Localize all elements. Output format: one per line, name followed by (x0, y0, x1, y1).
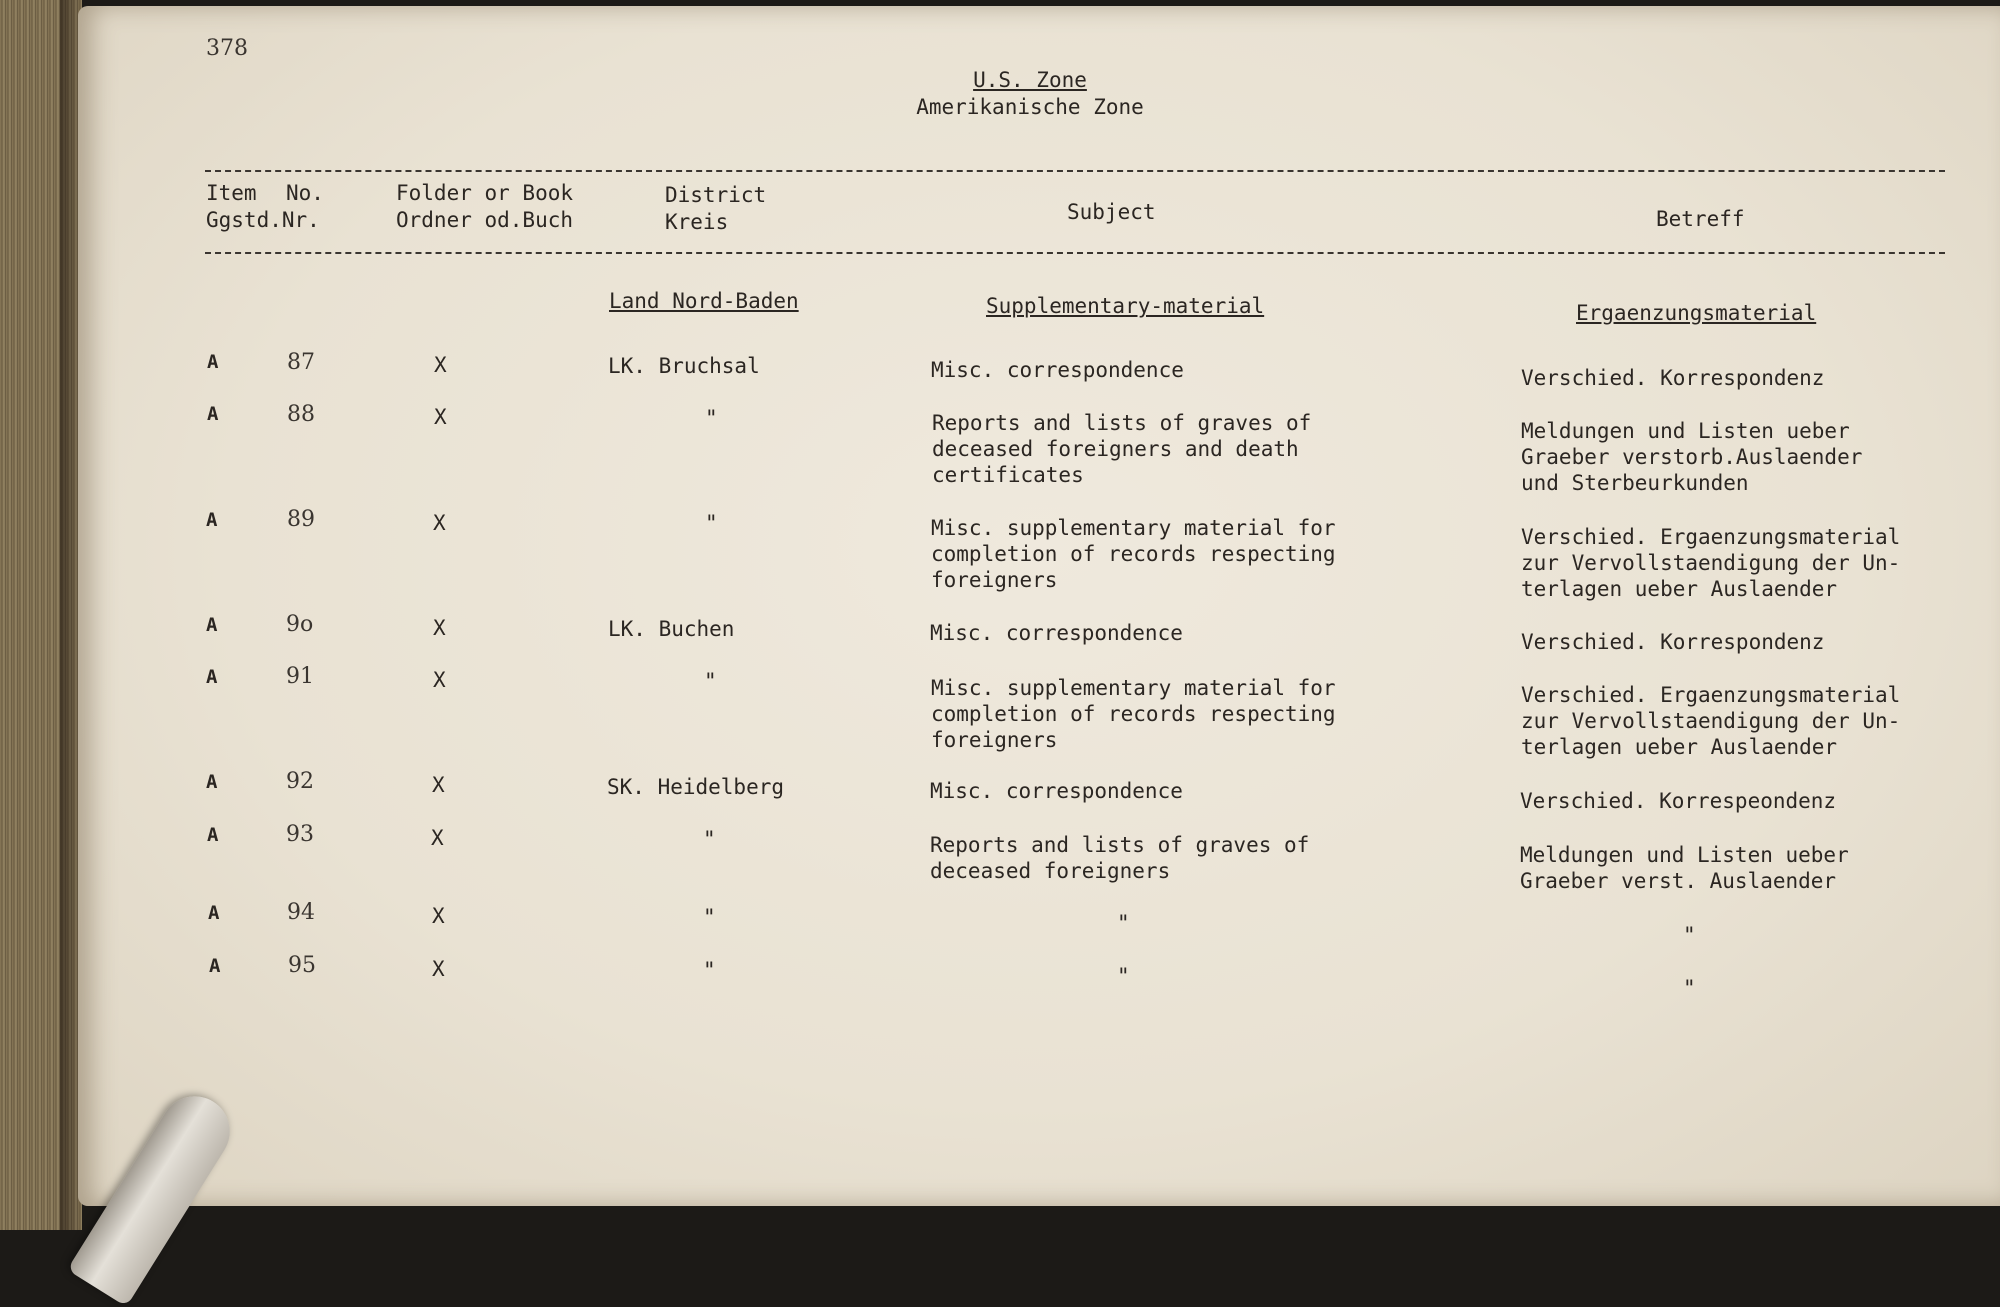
header-folder-de: Ordner od.Buch (396, 208, 574, 232)
section-betreff: Ergaenzungsmaterial (1576, 301, 1817, 325)
row-letter: A (209, 955, 221, 977)
row-subject-line: " (1117, 911, 1130, 935)
row-betreff-line: Verschied. Korrespeondenz (1520, 789, 1837, 813)
row-subject-line: certificates (932, 463, 1084, 487)
row-betreff-line: Meldungen und Listen ueber (1521, 419, 1850, 443)
row-letter: A (207, 351, 219, 373)
row-folder: X (433, 668, 446, 692)
row-betreff-line: Verschied. Korrespondenz (1521, 630, 1825, 654)
row-betreff-line: Graeber verstorb.Auslaender (1521, 445, 1863, 469)
row-number: 87 (287, 350, 315, 375)
section-subject: Supplementary-material (986, 294, 1265, 318)
row-district: SK. Heidelberg (607, 775, 785, 799)
row-subject-line: foreigners (931, 568, 1058, 592)
row-district: LK. Buchen (608, 617, 735, 641)
row-district: " (703, 827, 716, 851)
row-number: 91 (286, 664, 314, 689)
row-subject-line: Misc. correspondence (930, 779, 1183, 803)
zone-title-en: U.S. Zone (973, 68, 1087, 92)
header-item-de: Ggstd.Nr. (206, 208, 320, 232)
row-folder: X (431, 826, 444, 850)
row-folder: X (432, 957, 445, 981)
header-bottom-rule (205, 252, 1945, 254)
row-betreff-line: Graeber verst. Auslaender (1520, 869, 1837, 893)
row-folder: X (432, 904, 445, 928)
header-district-de: Kreis (665, 210, 729, 234)
row-subject-line: completion of records respecting (931, 542, 1336, 566)
row-district: LK. Bruchsal (608, 354, 760, 378)
row-letter: A (206, 614, 218, 636)
row-betreff-line: terlagen ueber Auslaender (1521, 735, 1838, 759)
row-folder: X (434, 353, 447, 377)
header-top-rule (205, 170, 1945, 172)
row-number: 89 (287, 507, 315, 532)
row-subject-line: deceased foreigners (930, 859, 1171, 883)
row-number: 93 (286, 822, 314, 847)
row-folder: X (433, 616, 446, 640)
row-letter: A (206, 771, 218, 793)
row-betreff-line: Verschied. Korrespondenz (1521, 366, 1825, 390)
row-betreff-line: " (1683, 923, 1696, 947)
row-subject-line: Misc. supplementary material for (931, 516, 1336, 540)
row-subject-line: completion of records respecting (931, 702, 1336, 726)
row-number: 92 (286, 769, 314, 794)
row-betreff-line: terlagen ueber Auslaender (1521, 577, 1838, 601)
section-land: Land Nord-Baden (609, 289, 799, 313)
row-betreff-line: Verschied. Ergaenzungsmaterial (1521, 683, 1901, 707)
row-subject-line: " (1117, 964, 1130, 988)
row-subject-line: foreigners (931, 728, 1058, 752)
row-betreff-line: zur Vervollstaendigung der Un- (1521, 551, 1901, 575)
row-betreff-line: " (1683, 976, 1696, 1000)
row-subject-line: Reports and lists of graves of (930, 833, 1310, 857)
header-item-en: Item (206, 181, 257, 205)
row-betreff-line: Meldungen und Listen ueber (1520, 843, 1849, 867)
row-letter: A (207, 403, 219, 425)
row-folder: X (434, 405, 447, 429)
header-betreff: Betreff (1656, 207, 1745, 231)
page-number: 378 (206, 36, 248, 61)
row-number: 88 (287, 402, 315, 427)
row-letter: A (208, 902, 220, 924)
row-district: " (705, 511, 718, 535)
row-number: 9o (286, 612, 314, 637)
row-number: 95 (288, 953, 316, 978)
zone-title-de: Amerikanische Zone (916, 95, 1144, 119)
row-subject-line: Reports and lists of graves of (932, 411, 1312, 435)
row-letter: A (206, 509, 218, 531)
header-district-en: District (665, 183, 767, 207)
row-letter: A (206, 666, 218, 688)
row-betreff-line: und Sterbeurkunden (1521, 471, 1749, 495)
row-number: 94 (287, 900, 315, 925)
header-subject: Subject (1067, 200, 1156, 224)
row-district: " (703, 905, 716, 929)
row-subject-line: Misc. correspondence (931, 358, 1184, 382)
row-letter: A (207, 824, 219, 846)
row-district: " (705, 406, 718, 430)
row-subject-line: deceased foreigners and death (932, 437, 1299, 461)
row-district: " (704, 669, 717, 693)
row-betreff-line: zur Vervollstaendigung der Un- (1521, 709, 1901, 733)
ledger-page (78, 6, 2000, 1206)
row-betreff-line: Verschied. Ergaenzungsmaterial (1521, 525, 1901, 549)
header-no-en: No. (286, 181, 324, 205)
row-subject-line: Misc. correspondence (930, 621, 1183, 645)
row-district: " (703, 958, 716, 982)
row-folder: X (433, 511, 446, 535)
row-subject-line: Misc. supplementary material for (931, 676, 1336, 700)
row-folder: X (432, 773, 445, 797)
header-folder-en: Folder or Book (396, 181, 574, 205)
